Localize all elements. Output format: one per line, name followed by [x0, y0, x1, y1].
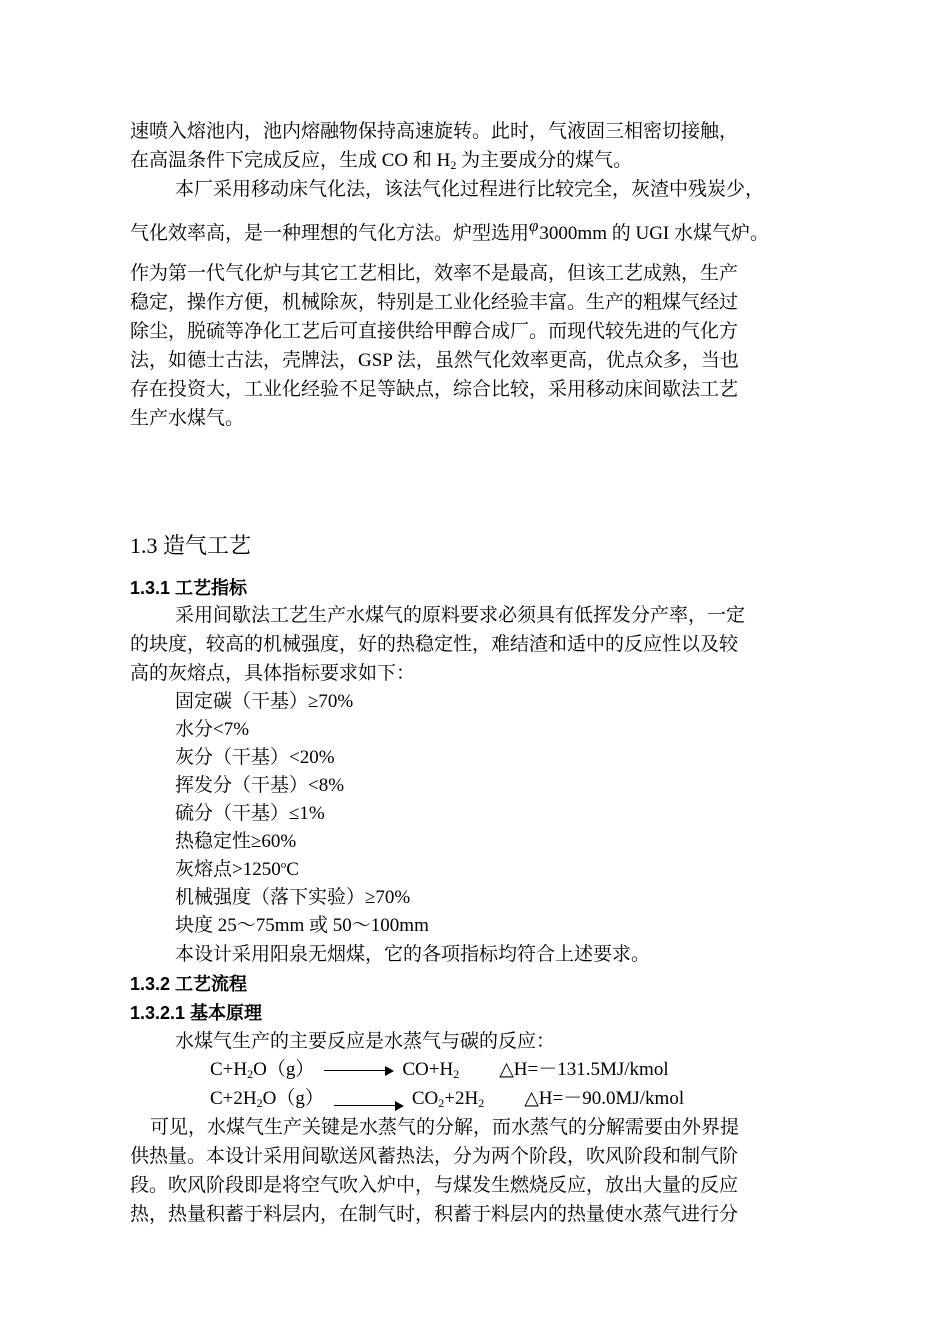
text: 除尘，脱硫等净化工艺后可直接供给甲醇合成厂。而现代较先进的气化方 — [130, 321, 739, 342]
subscript: 2 — [256, 1096, 263, 1110]
subscript: 2 — [247, 1067, 254, 1081]
text: 生产水煤气。 — [130, 408, 245, 429]
subscript: 2 — [453, 1067, 460, 1081]
paragraph-line: 热，热量积蓄于料层内，在制气时，积蓄于料层内的热量使水蒸气进行分 — [130, 1204, 739, 1225]
enthalpy-value: △H=－90.0MJ/kmol — [524, 1088, 685, 1109]
subsection-heading: 1.3.1 工艺指标 — [130, 578, 248, 598]
paragraph-line — [130, 291, 738, 315]
spec-item: 块度 25～75mm 或 50～100mm — [175, 915, 429, 936]
text: 存在投资大，工业化经验不足等缺点，综合比较，采用移动床间歇法工艺 — [130, 379, 739, 400]
spec-item: 机械强度（落下实验）≥70% — [175, 887, 411, 908]
text: 本厂采用移动床气化法，该法气化过程进行比较完全，灰渣中残炭少， — [175, 179, 765, 200]
reaction-arrow-icon — [334, 1100, 404, 1112]
text: CO — [411, 1088, 439, 1109]
paragraph-line: 供热量。本设计采用间歇送风蓄热法，分为两个阶段，吹风阶段和制气阶 — [130, 1146, 739, 1167]
spec-item: 灰分（干基）<20% — [175, 747, 335, 768]
paragraph-line — [130, 378, 738, 402]
spec-item — [175, 858, 299, 882]
paragraph-line — [130, 320, 738, 344]
text: 为主要成分的煤气。 — [456, 150, 633, 171]
paragraph-line: 本设计采用阳泉无烟煤，它的各项指标均符合上述要求。 — [175, 944, 651, 965]
paragraph-line: 采用间歇法工艺生产水煤气的原料要求必须具有低挥发分产率，一定 — [175, 605, 746, 626]
text: CO+H — [402, 1059, 454, 1080]
subsection-heading: 1.3.2.1 基本原理 — [130, 1003, 263, 1023]
reaction-arrow-icon — [324, 1065, 394, 1077]
reaction-equation — [210, 1058, 669, 1082]
text: C — [286, 859, 299, 880]
spec-item: 硫分（干基）≤1% — [175, 803, 325, 824]
paragraph-line — [130, 262, 738, 286]
text: 法，如德士古法，壳牌法，GSP 法，虽然气化效率更高，优点众多，当也 — [130, 350, 739, 371]
paragraph-line: 段。吹风阶段即是将空气吹入炉中，与煤发生燃烧反应，放出大量的反应 — [130, 1175, 739, 1196]
text: C+H — [210, 1059, 248, 1080]
text: 速喷入熔池内，池内熔融物保持高速旋转。此时，气液固三相密切接触， — [130, 121, 739, 142]
paragraph-line — [130, 216, 769, 246]
spec-item: 挥发分（干基）<8% — [175, 775, 345, 796]
text: 气化效率高，是一种理想的气化方法。炉型选用 — [130, 223, 530, 244]
text: 稳定，操作方便，机械除灰，特别是工业化经验丰富。生产的粗煤气经过 — [130, 292, 739, 313]
paragraph-line — [130, 349, 739, 373]
text: 3000mm 的 UGI 水煤气炉。 — [539, 223, 769, 244]
paragraph-line — [130, 149, 632, 173]
phi-symbol: φ — [529, 216, 539, 235]
text: C+2H — [210, 1088, 257, 1109]
text: 灰熔点>1250 — [175, 859, 281, 880]
section-heading: 1.3 造气工艺 — [130, 533, 252, 558]
subscript: 2 — [450, 158, 457, 172]
text: O（g） — [253, 1059, 315, 1080]
paragraph-line — [130, 120, 738, 144]
enthalpy-value: △H=－131.5MJ/kmol — [499, 1059, 669, 1080]
reaction-equation — [210, 1087, 684, 1111]
subscript: 2 — [438, 1096, 445, 1110]
paragraph-line: 水煤气生产的主要反应是水蒸气与碳的反应： — [175, 1031, 556, 1052]
spec-item: 固定碳（干基）≥70% — [175, 691, 354, 712]
text: 在高温条件下完成反应，生成 CO 和 H — [130, 150, 451, 171]
text: O（g） — [262, 1088, 324, 1109]
degree-superscript: o — [280, 859, 287, 871]
subsection-heading: 1.3.2 工艺流程 — [130, 974, 248, 994]
paragraph-line: 高的灰熔点，具体指标要求如下： — [130, 663, 416, 684]
paragraph-line: 的块度，较高的机械强度，好的热稳定性，难结渣和适中的反应性以及较 — [130, 634, 739, 655]
paragraph-line — [175, 178, 764, 202]
text: 作为第一代气化炉与其它工艺相比，效率不是最高，但该工艺成熟，生产 — [130, 263, 739, 284]
paragraph-line — [130, 407, 244, 431]
text: +2H — [444, 1088, 479, 1109]
spec-item: 水分<7% — [175, 719, 250, 740]
subscript: 2 — [478, 1096, 485, 1110]
spec-item: 热稳定性≥60% — [175, 831, 297, 852]
paragraph-line: 可见，水煤气生产关键是水蒸气的分解，而水蒸气的分解需要由外界提 — [150, 1117, 740, 1138]
